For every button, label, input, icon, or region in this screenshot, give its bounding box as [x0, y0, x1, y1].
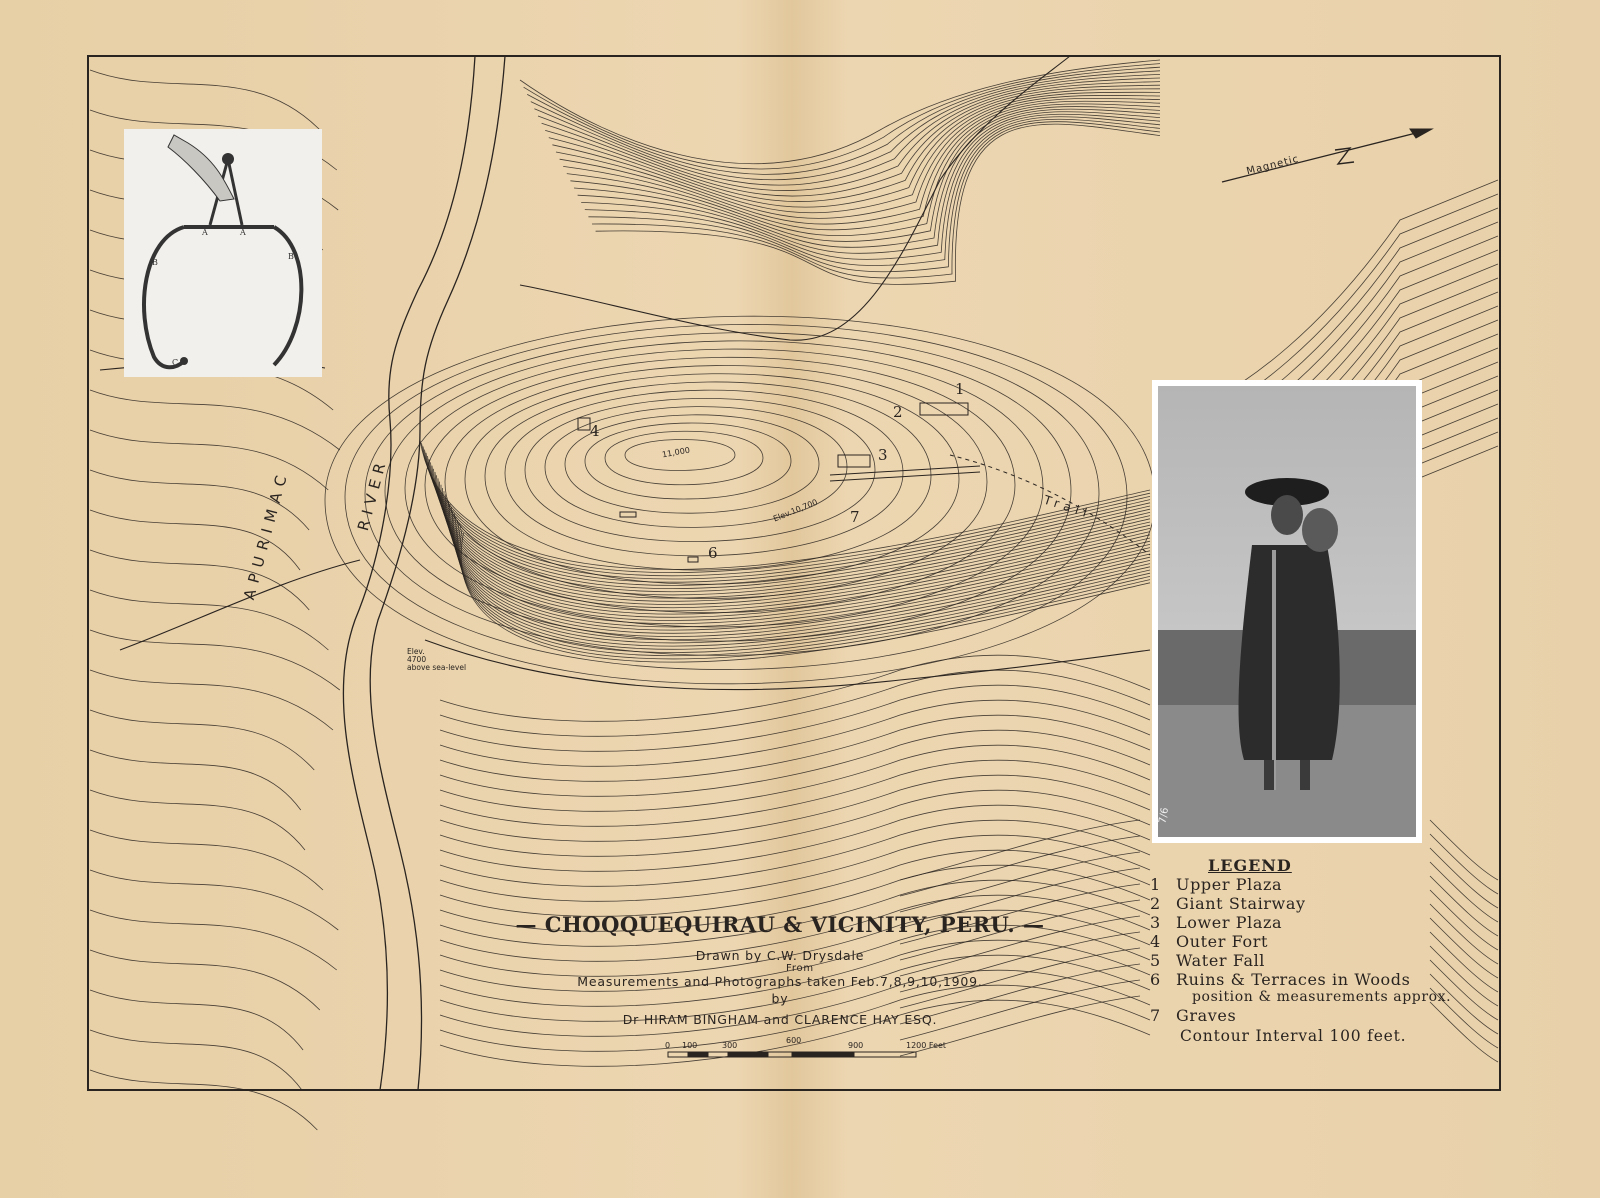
scale-tick-0: 0 [665, 1041, 671, 1050]
scale-bar [668, 1052, 916, 1057]
scale-tick-300: 300 [722, 1041, 738, 1050]
river-word-apurimac: APURIMAC [240, 467, 293, 602]
river-elevation: Elev. 4700 above sea-level [407, 647, 467, 672]
summit-elevation: 11,000 [661, 445, 691, 460]
legend-item: 3 Lower Plaza [1150, 913, 1283, 932]
legend-item: 5 Water Fall [1150, 951, 1266, 970]
site-marker-7: 7 [850, 508, 860, 526]
site-marker-1: 1 [955, 380, 965, 398]
magnetic-label: Magnetic [1245, 153, 1301, 178]
trail-label: Trail [1042, 492, 1094, 522]
site-marker-2: 2 [893, 403, 903, 421]
legend-list [1150, 875, 1451, 1025]
map-title-block [510, 912, 1050, 1028]
apurimac-river [343, 56, 505, 1090]
caliper-letter-a2: A [240, 228, 246, 237]
legend-item: 4 Outer Fort [1150, 932, 1268, 951]
caliper-letter-b1: B [152, 258, 158, 267]
scale-tick-1200: 1200 Feet [906, 1041, 947, 1050]
scale-tick-100: 100 [682, 1041, 698, 1050]
map-legend [1150, 856, 1451, 1045]
credit-from: From [786, 963, 814, 974]
caliper-letter-a1: A [202, 228, 208, 237]
caliper-illustration [124, 129, 322, 377]
legend-item: 7 Graves [1150, 1006, 1237, 1025]
legend-item6-note: position & measurements approx. [1192, 989, 1452, 1005]
credit-measurements: Measurements and Photographs taken Feb.7,8,9,10,1909. [577, 974, 983, 989]
contour-interval-note: Contour Interval 100 feet. [1180, 1027, 1407, 1045]
scale-tick-600: 600 [786, 1036, 802, 1045]
river-label-river: RIVER [354, 455, 391, 533]
credit-drawn: Drawn by C.W. Drysdale [695, 948, 865, 963]
elevation-label: Elev.10,700 [772, 497, 819, 524]
photo-corner-mark: 7/6 [1157, 806, 1172, 825]
credit-by: by [771, 991, 789, 1006]
site-marker-4: 4 [590, 422, 600, 440]
site-marker-3: 3 [878, 446, 888, 464]
site-marker-6: 6 [708, 544, 718, 562]
woman-with-child-photograph [1152, 380, 1422, 843]
legend-heading: LEGEND [1208, 856, 1292, 875]
caliper-letter-b2: B [288, 252, 294, 261]
legend-item: 1 Upper Plaza [1150, 875, 1283, 894]
scale-tick-900: 900 [848, 1041, 864, 1050]
legend-item: 6 Ruins & Terraces in Woods [1150, 970, 1411, 989]
legend-item: 2 Giant Stairway [1150, 894, 1306, 913]
credit-authors: Dr HIRAM BINGHAM and CLARENCE HAY ESQ. [622, 1012, 938, 1027]
caliper-letter-c: C [172, 358, 179, 367]
map-title: — CHOQQUEQUIRAU & VICINITY, PERU. — [515, 912, 1045, 937]
